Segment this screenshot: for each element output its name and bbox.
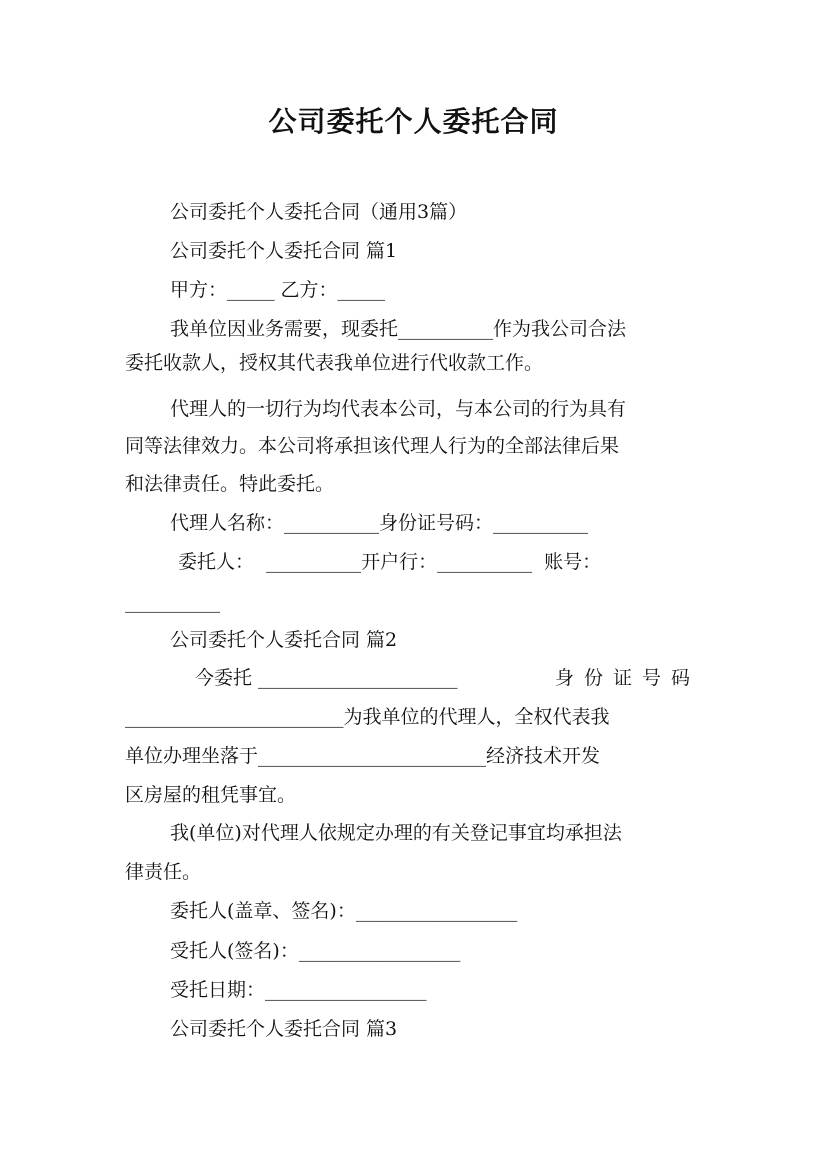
paragraph-line: 单位办理坐落于________________________经济技术开发 xyxy=(125,745,601,767)
signature-line-agent: 受托人(签名)：_________________ xyxy=(170,940,461,962)
section-heading-2: 公司委托个人委托合同 篇2 xyxy=(170,629,398,651)
id-number-label: 身份证号码 xyxy=(554,667,700,689)
date-line: 受托日期：_________________ xyxy=(170,979,427,1001)
paragraph-line: 我(单位)对代理人依规定办理的有关登记事宜均承担法 xyxy=(170,822,622,844)
paragraph-line: 同等法律效力。本公司将承担该代理人行为的全部法律后果 xyxy=(125,435,620,457)
section-heading-3: 公司委托个人委托合同 篇3 xyxy=(170,1018,398,1040)
parties-line: 甲方：_____ 乙方：_____ xyxy=(170,279,386,301)
paragraph-line: 我单位因业务需要，现委托__________作为我公司合法 xyxy=(170,318,627,340)
section-heading-1: 公司委托个人委托合同 篇1 xyxy=(170,240,398,262)
paragraph-line: 律责任。 xyxy=(125,861,202,883)
principal-info-line: 委托人： __________开户行：__________ 账号： xyxy=(178,551,602,573)
entrust-text: 今委托 _____________________ xyxy=(195,667,458,689)
paragraph-line: 委托收款人，授权其代表我单位进行代收款工作。 xyxy=(125,352,544,374)
paragraph-line: 和法律责任。特此委托。 xyxy=(125,473,335,495)
document-title: 公司委托个人委托合同 xyxy=(268,105,559,138)
paragraph-line xyxy=(195,666,700,690)
agent-info-line: 代理人名称：__________身份证号码：__________ xyxy=(170,512,589,534)
paragraph-line: _______________________为我单位的代理人，全权代表我 xyxy=(125,706,610,728)
account-blank-line: __________ xyxy=(125,591,220,613)
signature-line-principal: 委托人(盖章、签名)：_________________ xyxy=(170,900,518,922)
paragraph-line: 区房屋的租凭事宜。 xyxy=(125,784,297,806)
document-subtitle: 公司委托个人委托合同（通用3篇） xyxy=(170,201,468,223)
paragraph-line: 代理人的一切行为均代表本公司，与本公司的行为具有 xyxy=(170,398,627,420)
